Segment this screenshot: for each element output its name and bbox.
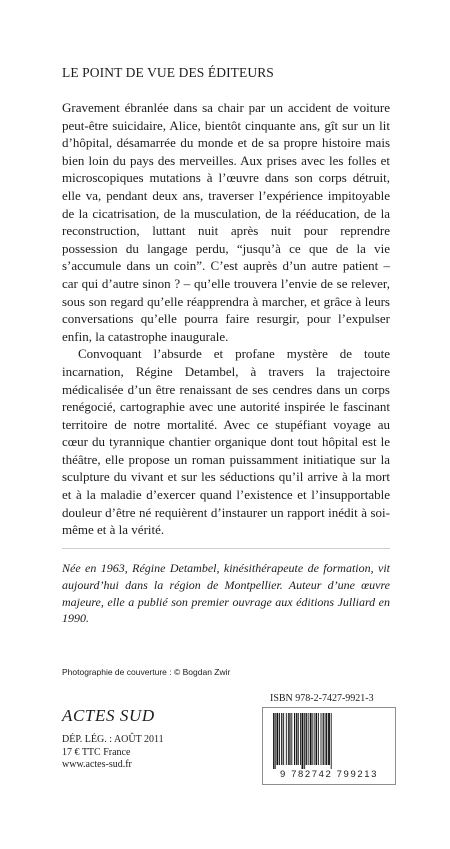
blurb xyxy=(62,99,390,539)
legal-info xyxy=(62,734,164,772)
photo-credit: Photographie de couverture : © Bogdan Zwir xyxy=(62,667,231,677)
blurb-paragraph-1: Gravement ébranlée dans sa chair par un accident de voiture peut-être suicidaire, Alice, bientôt cinquante ans, gît sur un lit d’hôpital, désamarrée du monde et de sa propre histoire mais bien loin du pays des merveilles. Aux prises avec les folles et microscopiques mutations à l’œuvre dans son corps détruit, elle va, pendant deux ans, traverser l’expérience impitoyable de la cicatrisation, de la musculation, de la rééducation, de la reconstruction, luttant nuit après nuit pour reprendre possession du langage perdu, “jusqu’à ce que de la vie s’accumule dans un coin”. C’est auprès d’un autre patient – car qui d’autre sinon ? – qu’elle trouvera l’envie de se relever, sous son regard qu’elle réapprendra à marcher, et grâce à leurs conversations qu’elle pourra faire resurgir, pour l’expulser enfin, la catastrophe inaugurale. xyxy=(62,100,390,344)
section-heading: LE POINT DE VUE DES ÉDITEURS xyxy=(62,65,274,80)
website-link[interactable]: www.actes-sud.fr xyxy=(62,759,132,771)
publisher-name: ACTES SUD xyxy=(62,706,155,725)
price: 17 € TTC France xyxy=(62,746,131,758)
blurb-paragraph-2: Convoquant l’absurde et profane mystère de toute incarnation, Régine Detambel, à travers la trajectoire médicalisée d’un être renaissant de ses cendres dans un corps renégocié, cartographie avec une autorité inspirée le fascinant territoire de notre mortalité. Avec ce stupéfiant voyage au cœur du tyrannique chantier organique dont tout hôpital est le théâtre, elle propose un roman puissamment initiatique sur la sculpture du vivant et sur les séductions qu’il arrive à la mort et à la maladie d’exercer quand l’existence et l’insupportable douleur d’être né requièrent d’instaurer un rapport inédit à soi-même et à la vérité. xyxy=(62,346,390,538)
barcode-bars-icon xyxy=(271,713,387,769)
divider xyxy=(62,548,390,549)
author-bio: Née en 1963, Régine Detambel, kinésithérapeute de formation, vit aujourd’hui dans la région de Montpellier. Auteur d’une œuvre majeure, elle a publié son premier ouvrage aux éditions Julliard en 1990. xyxy=(62,561,390,626)
legal-deposit: DÉP. LÉG. : AOÛT 2011 xyxy=(62,734,164,745)
isbn-label: ISBN 978-2-7427-9921-3 xyxy=(270,693,374,704)
barcode-digits: 9 782742 799213 xyxy=(280,769,378,780)
isbn-barcode xyxy=(262,707,396,785)
